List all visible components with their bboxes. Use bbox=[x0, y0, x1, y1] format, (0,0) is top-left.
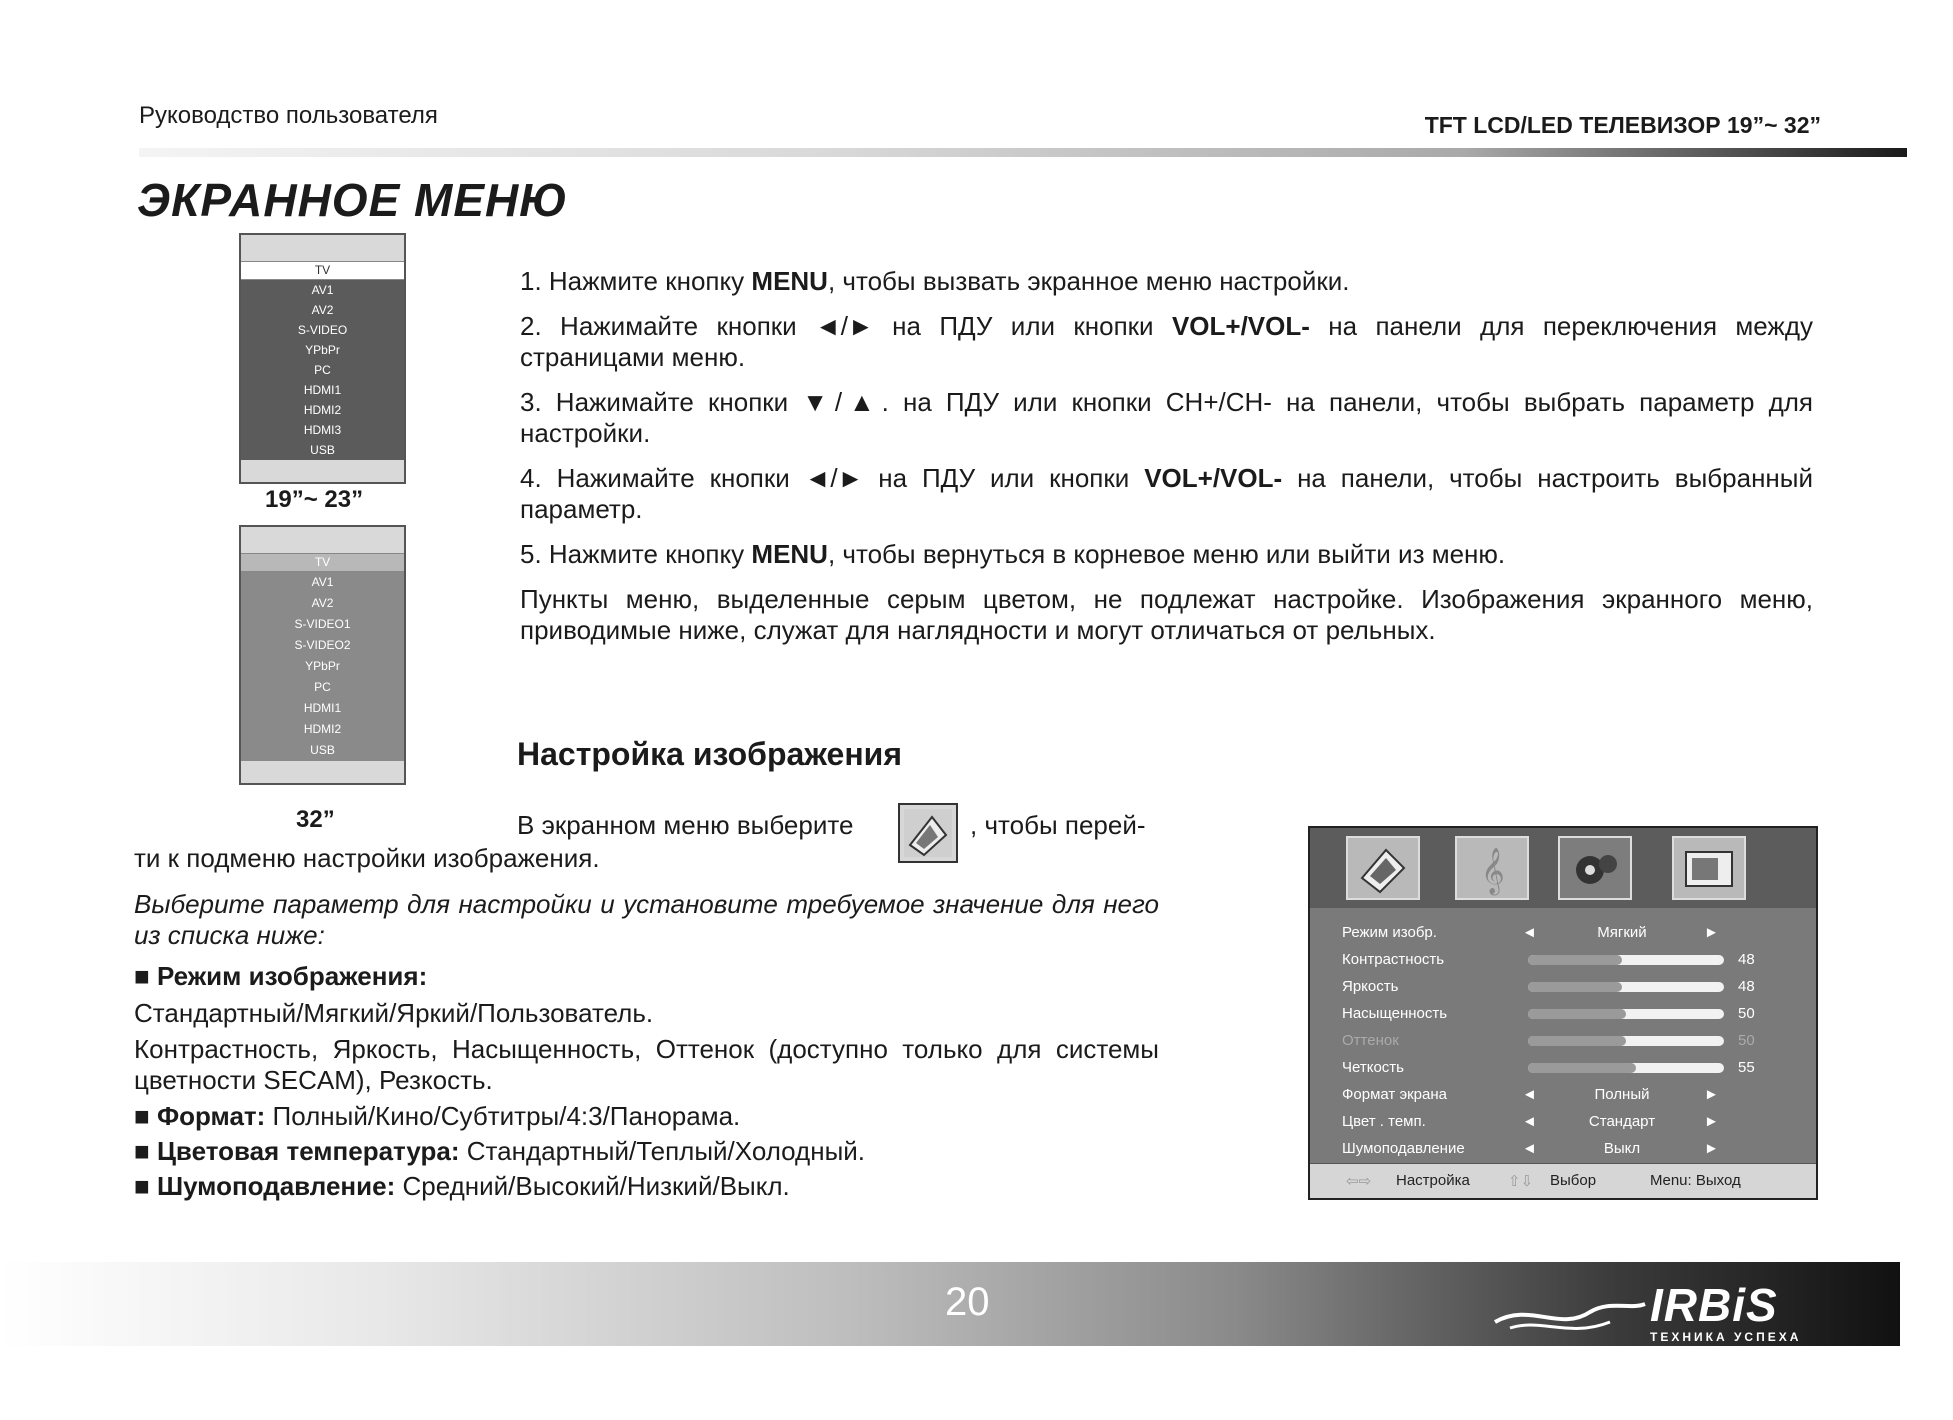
source-item: AV1 bbox=[311, 575, 334, 589]
settings-tab-icon bbox=[1558, 836, 1632, 900]
osd-row[interactable] bbox=[1310, 1028, 1816, 1055]
osd-row-label: Режим изобр. bbox=[1342, 924, 1437, 941]
osd-row[interactable] bbox=[1310, 947, 1816, 974]
right-arrow-icon[interactable]: ► bbox=[1704, 1140, 1719, 1157]
source-item: PC bbox=[314, 363, 331, 377]
osd-row[interactable] bbox=[1310, 920, 1816, 947]
logo: IRBiS bbox=[1650, 1279, 1778, 1331]
right-arrow-icon[interactable]: ► bbox=[1704, 1086, 1719, 1103]
intro-line-1b: , чтобы перей- bbox=[970, 810, 1146, 840]
osd-row-value: Мягкий bbox=[1597, 924, 1647, 941]
osd-row[interactable] bbox=[1310, 1109, 1816, 1136]
source-item: AV1 bbox=[311, 283, 334, 297]
tv-tab-icon bbox=[1672, 836, 1746, 900]
osd-slider-fill bbox=[1528, 1063, 1636, 1073]
instructions bbox=[520, 266, 1813, 660]
osd-slider-fill bbox=[1528, 982, 1622, 992]
section-title: Настройка изображения bbox=[517, 736, 903, 772]
source-item: TV bbox=[241, 553, 404, 572]
intro-line-2: ти к подменю настройки изображения. bbox=[134, 843, 600, 873]
source-menu-small bbox=[239, 233, 406, 484]
page-number: 20 bbox=[945, 1280, 990, 1324]
header-right: TFT LCD/LED ТЕЛЕВИЗОР 19”~ 32” bbox=[1424, 112, 1821, 138]
intro-line-1: В экранном меню выберите bbox=[517, 810, 854, 840]
osd-row-label: Насыщенность bbox=[1342, 1005, 1448, 1022]
logo-swirl-icon bbox=[1490, 1282, 1650, 1342]
mode-heading: ■ Режим изображения: bbox=[134, 961, 428, 991]
slogan: ТЕХНИКА УСПЕХА bbox=[1650, 1330, 1802, 1344]
osd-slider-fill bbox=[1528, 1036, 1626, 1046]
osd-row[interactable] bbox=[1310, 974, 1816, 1001]
source-item: YPbPr bbox=[305, 659, 340, 673]
picture-tab-icon bbox=[1346, 836, 1420, 900]
source-item: TV bbox=[241, 261, 404, 280]
temp-line: ■ Цветовая температура: Стандартный/Теплый/Холодный. bbox=[134, 1136, 866, 1166]
header-left: Руководство пользователя bbox=[139, 102, 438, 129]
source-item: HDMI2 bbox=[303, 403, 342, 417]
osd-slider[interactable] bbox=[1528, 982, 1724, 992]
format-line: ■ Формат: Полный/Кино/Субтитры/4:3/Панорама. bbox=[134, 1101, 741, 1131]
osd-row[interactable] bbox=[1310, 1055, 1816, 1082]
step-2: 2. Нажимайте кнопки ◄/► на ПДУ или кнопки VOL+/VOL- на панели для переключения между страницами меню. bbox=[520, 311, 1813, 372]
osd-row-value: Полный bbox=[1594, 1086, 1650, 1103]
mode-values: Стандартный/Мягкий/Яркий/Пользователь. bbox=[134, 998, 654, 1028]
osd-row-label: Шумоподавление bbox=[1342, 1140, 1465, 1157]
sound-tab-icon bbox=[1455, 836, 1529, 900]
osd-footer-select: Выбор bbox=[1550, 1172, 1597, 1189]
osd-footer-exit: Menu: Выход bbox=[1650, 1172, 1741, 1189]
source-item: PC bbox=[314, 680, 331, 694]
left-arrow-icon[interactable]: ◄ bbox=[1522, 1086, 1537, 1103]
osd-row-number: 48 bbox=[1738, 978, 1755, 995]
source-item: S-VIDEO1 bbox=[294, 617, 351, 631]
step-4: 4. Нажимайте кнопки ◄/► на ПДУ или кнопки VOL+/VOL- на панели, чтобы настроить выбранный параметр. bbox=[520, 463, 1813, 524]
svg-text:𝄞: 𝄞 bbox=[1481, 848, 1505, 894]
source-item: HDMI1 bbox=[303, 701, 342, 715]
source-item: AV2 bbox=[311, 596, 334, 610]
osd-slider[interactable] bbox=[1528, 1036, 1724, 1046]
source-item: AV2 bbox=[311, 303, 334, 317]
osd-row-label: Формат экрана bbox=[1342, 1086, 1447, 1103]
left-arrow-icon[interactable]: ◄ bbox=[1522, 924, 1537, 941]
osd-row-label: Оттенок bbox=[1342, 1032, 1399, 1049]
step-1: 1. Нажмите кнопку MENU, чтобы вызвать экранное меню настройки. bbox=[520, 266, 1350, 296]
source-item: YPbPr bbox=[305, 343, 340, 357]
osd-slider-fill bbox=[1528, 955, 1622, 965]
header-rule bbox=[139, 148, 1907, 157]
source-item: HDMI1 bbox=[303, 383, 342, 397]
source-item: USB bbox=[310, 743, 335, 757]
note: Пункты меню, выделенные серым цветом, не подлежат настройке. Изображения экранного меню, приводимые ниже, служат для наглядности и могут отличаться от рельных. bbox=[520, 584, 1813, 645]
picture-icon bbox=[898, 803, 958, 863]
osd-row[interactable] bbox=[1310, 1001, 1816, 1028]
step-3: 3. Нажимайте кнопки ▼/▲. на ПДУ или кнопки CH+/CH- на панели, чтобы выбрать параметр для настройки. bbox=[520, 387, 1813, 448]
source-menu-large bbox=[239, 525, 406, 785]
osd-picture-menu bbox=[1308, 826, 1818, 1200]
osd-row-value: Стандарт bbox=[1588, 1113, 1656, 1130]
source-item: S-VIDEO bbox=[297, 323, 348, 337]
osd-row-number: 50 bbox=[1738, 1005, 1755, 1022]
right-arrow-icon[interactable]: ► bbox=[1704, 1113, 1719, 1130]
osd-rows bbox=[1310, 920, 1816, 1163]
osd-footer-adjust: Настройка bbox=[1396, 1172, 1470, 1189]
step-5: 5. Нажмите кнопку MENU, чтобы вернуться в корневое меню или выйти из меню. bbox=[520, 539, 1506, 569]
osd-footer bbox=[1310, 1163, 1816, 1198]
osd-row-value: Выкл bbox=[1603, 1140, 1641, 1157]
source-item: USB bbox=[310, 443, 335, 457]
osd-row[interactable] bbox=[1310, 1136, 1816, 1163]
osd-row-label: Яркость bbox=[1342, 978, 1399, 995]
source-item: HDMI2 bbox=[303, 722, 342, 736]
osd-row-number: 50 bbox=[1738, 1032, 1755, 1049]
source-item: S-VIDEO2 bbox=[294, 638, 351, 652]
osd-row-label: Цвет . темп. bbox=[1342, 1113, 1426, 1130]
osd-tabs bbox=[1310, 828, 1816, 908]
left-arrow-icon[interactable]: ◄ bbox=[1522, 1140, 1537, 1157]
osd-slider-fill bbox=[1528, 1009, 1626, 1019]
nr-line: ■ Шумоподавление: Средний/Высокий/Низкий/Выкл. bbox=[134, 1171, 790, 1201]
osd-row-number: 55 bbox=[1738, 1059, 1755, 1076]
osd-row-label: Четкость bbox=[1342, 1059, 1404, 1076]
instruction-italic: Выберите параметр для настройки и установите требуемое значение для него из списка ниже: bbox=[134, 889, 1159, 950]
size-caption-large: 32” bbox=[296, 806, 335, 833]
left-arrow-icon[interactable]: ◄ bbox=[1522, 1113, 1537, 1130]
source-item: HDMI3 bbox=[303, 423, 342, 437]
right-arrow-icon[interactable]: ► bbox=[1704, 924, 1719, 941]
osd-slider[interactable] bbox=[1528, 955, 1724, 965]
size-caption-small: 19”~ 23” bbox=[265, 486, 364, 513]
osd-slider[interactable] bbox=[1528, 1009, 1724, 1019]
arrows-icon: ⇦⇨ bbox=[1346, 1173, 1372, 1190]
osd-row-number: 48 bbox=[1738, 951, 1755, 968]
osd-row[interactable] bbox=[1310, 1082, 1816, 1109]
updown-icon: ⇧⇩ bbox=[1508, 1173, 1534, 1190]
params-text: Контрастность, Яркость, Насыщенность, Оттенок (доступно только для системы цветности SECAM), Резкость. bbox=[134, 1034, 1159, 1095]
page-title: ЭКРАННОЕ МЕНЮ bbox=[137, 174, 569, 226]
osd-row-label: Контрастность bbox=[1342, 951, 1445, 968]
osd-slider[interactable] bbox=[1528, 1063, 1724, 1073]
